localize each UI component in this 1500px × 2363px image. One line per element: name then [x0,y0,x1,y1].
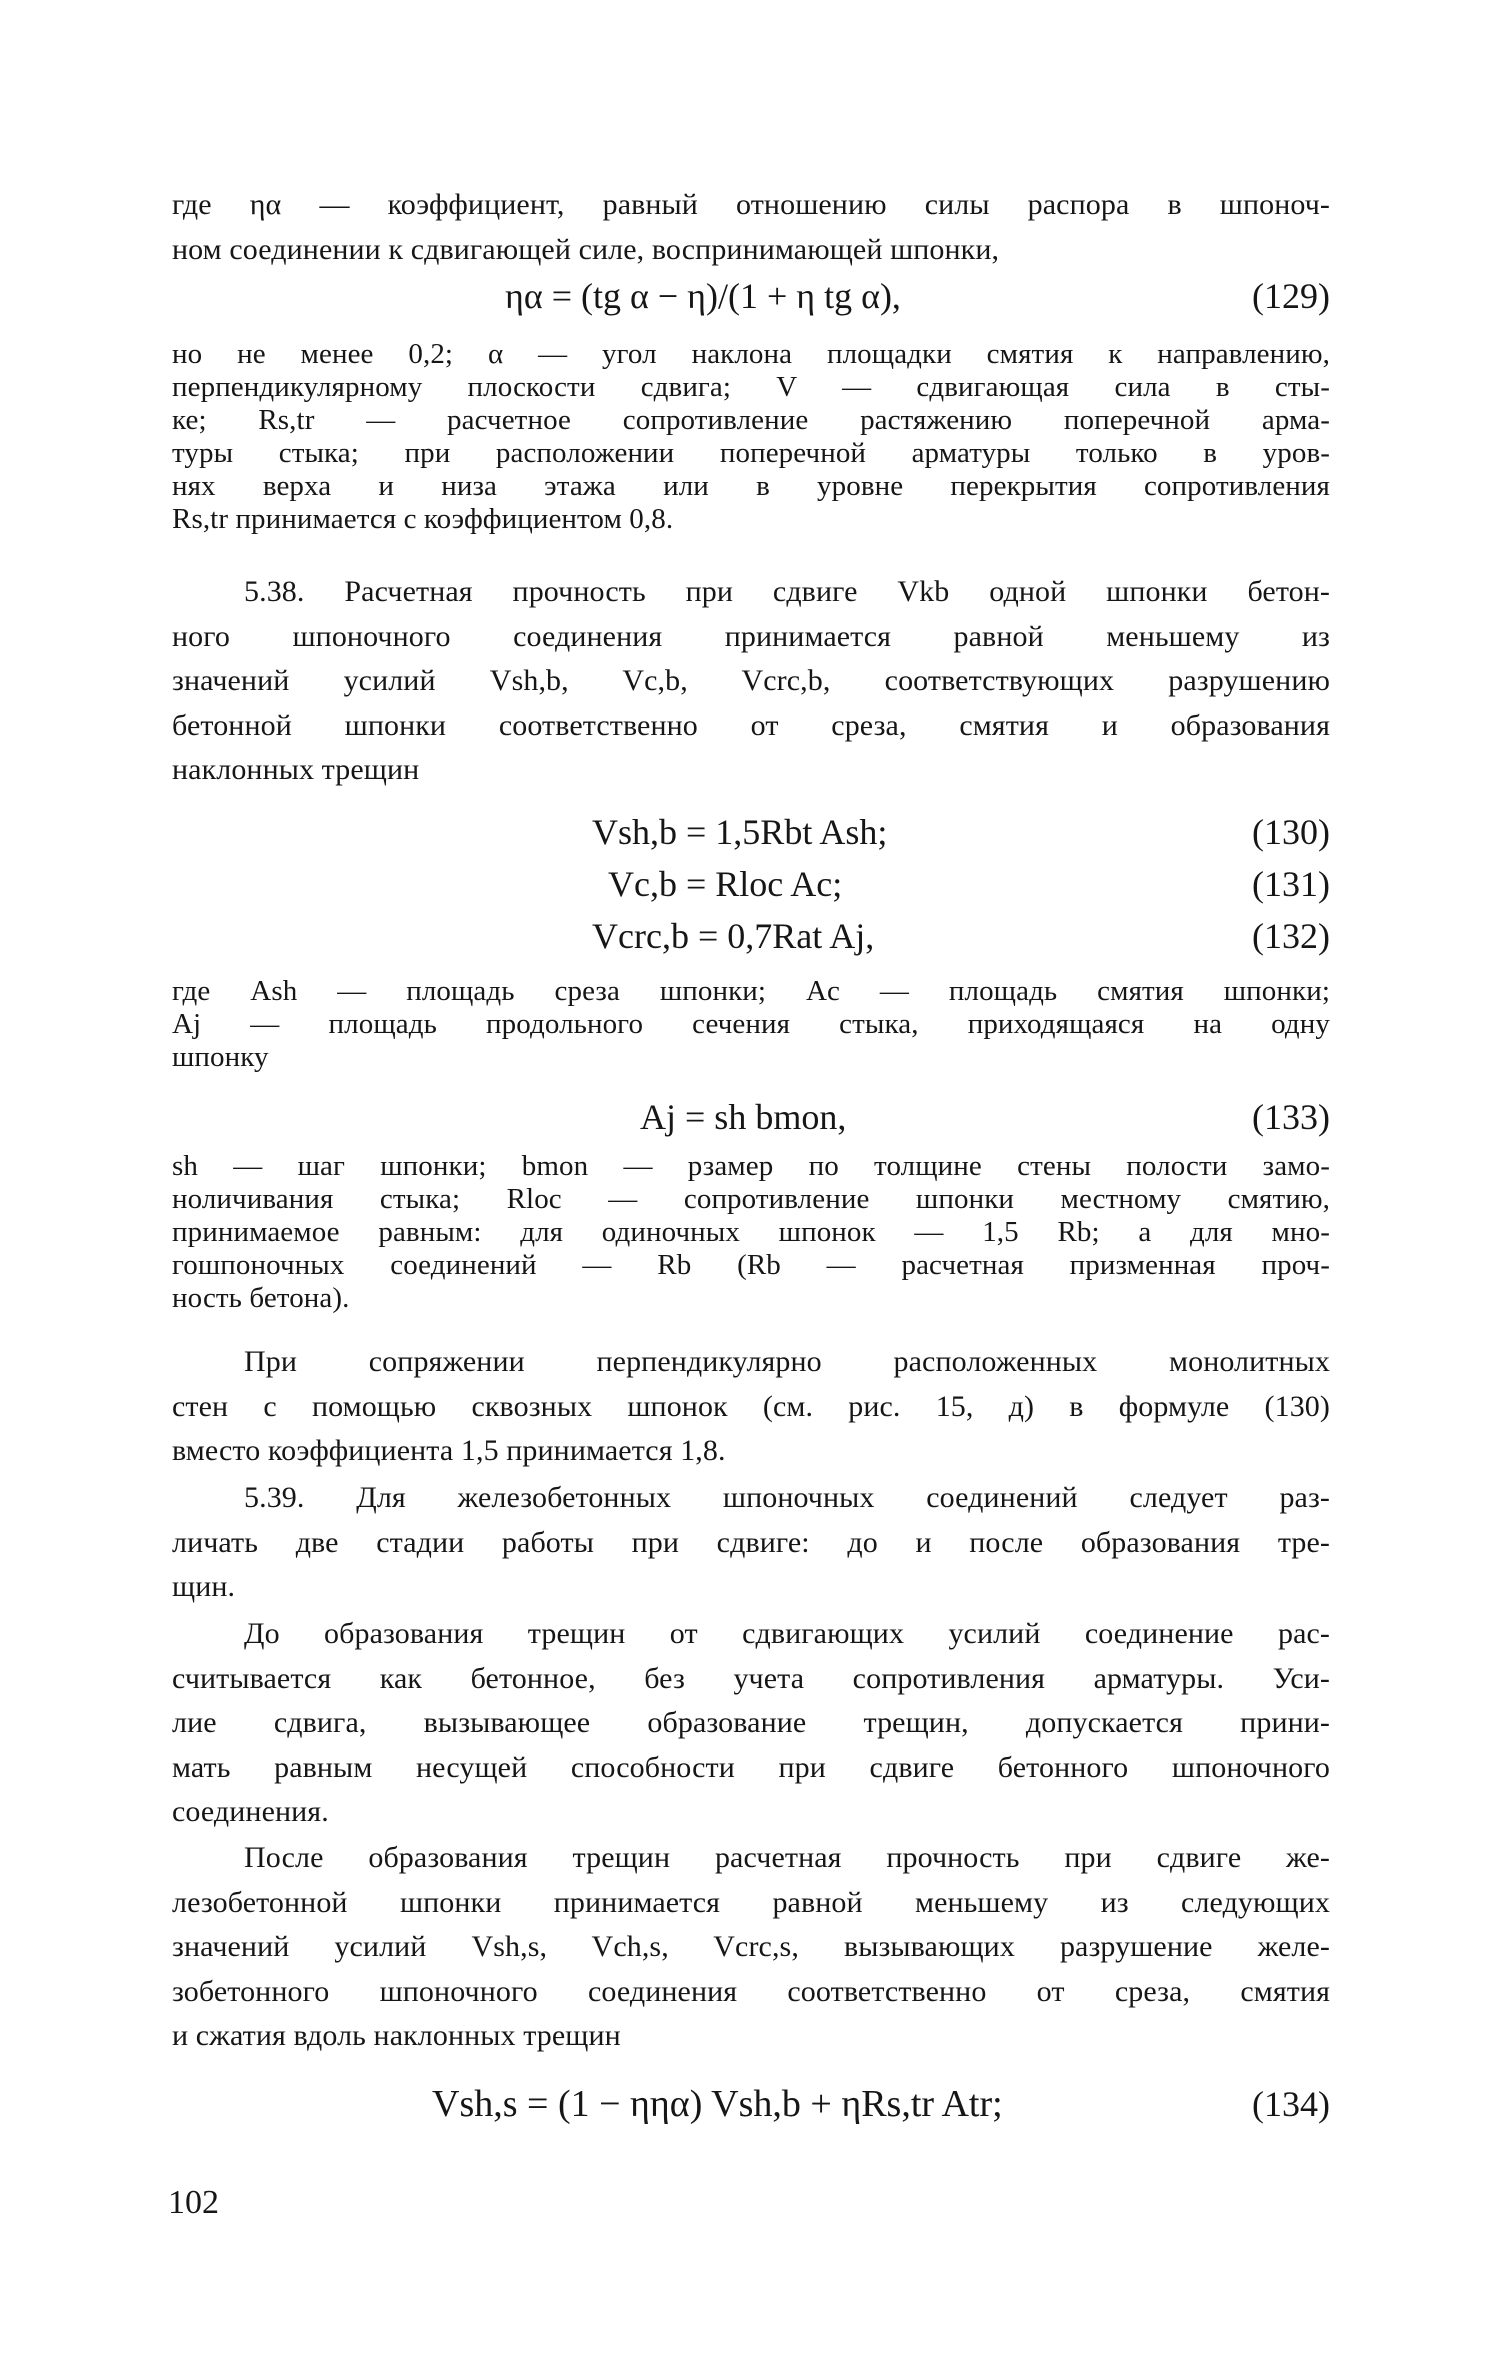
text-line: гошпоночных соединений — Rb (Rb — расчетная призменная проч- [172,1249,1330,1281]
paragraph-monolithic-walls [172,1340,1330,1474]
paragraph-before-cracks [172,1612,1330,1835]
text-line: щин. [172,1570,236,1603]
equation-number-132: (132) [1252,916,1330,956]
paragraph-after-cracks [172,1836,1330,2059]
text-line: sh — шаг шпонки; bmon — рзамер по толщине стены полости замо- [172,1150,1330,1182]
equation-number-134: (134) [1252,2084,1330,2124]
formula-129: ηα = (tg α − η)/(1 + η tg α), [505,276,901,316]
formula-131: Vc,b = Rloc Ac; [608,864,843,904]
text-line: и сжатия вдоль наклонных трещин [172,2019,621,2052]
paragraph-alpha-definition [172,338,1330,536]
text-line: До образования трещин от сдвигающих усилий соединение рас- [244,1617,1330,1650]
equation-number-129: (129) [1252,276,1330,316]
text-line: Rs,tr принимается с коэффициентом 0,8. [172,503,674,535]
formula-132: Vcrc,b = 0,7Rat Aj, [592,916,875,956]
text-line: значений усилий Vsh,s, Vch,s, Vcrc,s, вызывающих разрушение желе- [172,1930,1330,1963]
text-line: лезобетонной шпонки принимается равной меньшему из следующих [172,1885,1330,1919]
paragraph-area-definitions [172,975,1330,1074]
text-line: перпендикулярному плоскости сдвига; V — сдвигающая сила в сты- [172,371,1330,403]
text-line: значений усилий Vsh,b, Vc,b, Vcrc,b, соответствующих разрушению [172,664,1330,697]
text-line: но не менее 0,2; α — угол наклона площадки смятия к направлению, [172,338,1330,370]
paragraph-eta-definition [172,183,1330,272]
text-line: мать равным несущей способности при сдвиге бетонного шпоночного [172,1750,1330,1784]
formula-133: Aj = sh bmon, [640,1097,847,1137]
text-line: зобетонного шпоночного соединения соответственно от среза, смятия [172,1974,1330,2008]
formula-130: Vsh,b = 1,5Rbt Ash; [592,812,888,852]
text-line: При сопряжении перпендикулярно расположенных монолитных [244,1345,1330,1378]
text-line: 5.38. Расчетная прочность при сдвиге Vkb одной шпонки бетон- [244,575,1330,608]
text-line: где Ash — площадь среза шпонки; Ac — площадь смятия шпонки; [172,975,1330,1007]
equation-number-130: (130) [1252,812,1330,852]
text-line: где ηα — коэффициент, равный отношению силы распора в шпоноч- [172,188,1330,221]
text-line: считывается как бетонное, без учета сопротивления арматуры. Уси- [172,1661,1330,1695]
text-line: ность бетона). [172,1282,350,1314]
paragraph-5-38 [172,570,1330,793]
paragraph-step-definitions [172,1150,1330,1315]
text-line: вместо коэффициента 1,5 принимается 1,8. [172,1434,726,1467]
text-line: наклонных трещин [172,753,420,786]
text-line: принимаемое равным: для одиночных шпонок — 1,5 Rb; а для мно- [172,1216,1330,1248]
text-line: личать две стадии работы при сдвиге: до и после образования тре- [172,1525,1330,1559]
text-line: бетонной шпонки соответственно от среза, смятия и образования [172,708,1330,742]
text-line: шпонку [172,1041,269,1073]
page-number: 102 [168,2184,219,2221]
text-line: Aj — площадь продольного сечения стыка, приходящаяся на одну [172,1008,1330,1040]
text-line: нях верха и низа этажа или в уровне перекрытия сопротивления [172,470,1330,502]
text-line: ноличивания стыка; Rloc — сопротивление шпонки местному смятию, [172,1183,1330,1215]
text-line: ке; Rs,tr — расчетное сопротивление растяжению поперечной арма- [172,404,1330,436]
formula-134: Vsh,s = (1 − ηηα) Vsh,b + ηRs,tr Atr; [432,2083,1003,2125]
text-line: 5.39. Для железобетонных шпоночных соединений следует раз- [244,1481,1330,1514]
equation-number-131: (131) [1252,864,1330,904]
text-line: лие сдвига, вызывающее образование трещин, допускается прини- [172,1706,1330,1739]
paragraph-5-39 [172,1476,1330,1610]
text-line: ном соединении к сдвигающей силе, воспринимающей шпонки, [172,232,1000,266]
text-line: После образования трещин расчетная прочность при сдвиге же- [244,1841,1330,1874]
text-line: туры стыка; при расположении поперечной арматуры только в уров- [172,437,1330,469]
text-line: стен с помощью сквозных шпонок (см. рис. 15, д) в формуле (130) [172,1389,1330,1423]
text-line: соединения. [172,1795,329,1828]
equation-number-133: (133) [1252,1097,1330,1137]
text-line: ного шпоночного соединения принимается равной меньшему из [172,619,1330,653]
